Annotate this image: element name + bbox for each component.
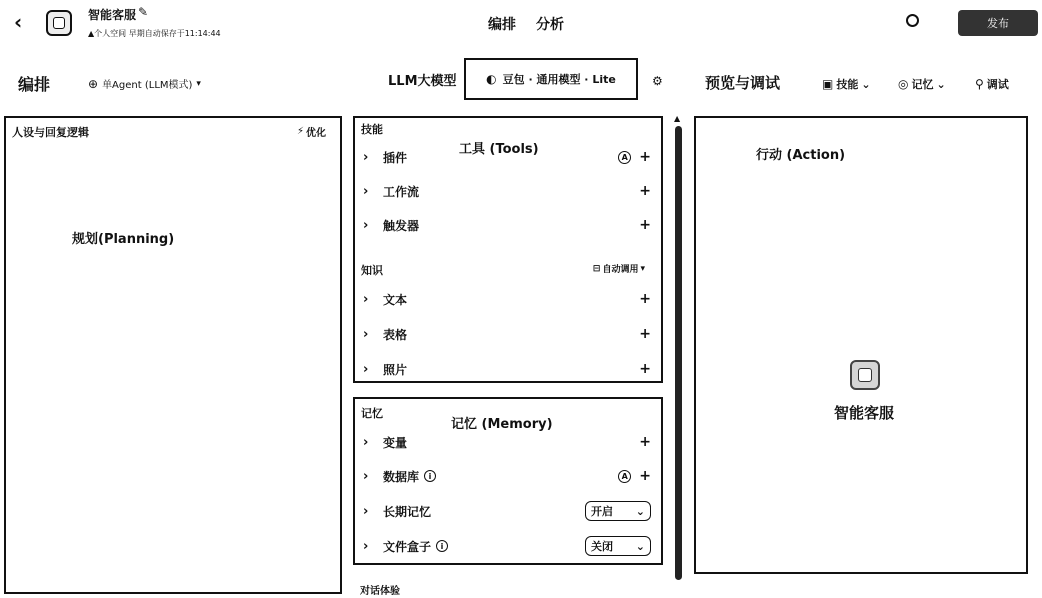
- scrollbar-thumb[interactable]: [675, 126, 682, 580]
- action-annotation: 行动 (Action): [756, 148, 846, 163]
- chevron-down-icon: ⌄: [936, 77, 946, 91]
- chevron-right-icon: ›: [363, 434, 369, 450]
- add-icon[interactable]: +: [639, 217, 651, 233]
- bot-name: 智能客服: [834, 404, 895, 422]
- knowledge-header: 知识: [361, 264, 383, 277]
- skills-icon: ▣: [822, 77, 834, 91]
- scroll-up-icon[interactable]: ▲: [674, 114, 681, 123]
- agent-mode-selector[interactable]: [88, 76, 201, 91]
- add-icon[interactable]: +: [639, 326, 651, 342]
- app-avatar: [46, 10, 72, 36]
- edit-icon[interactable]: ✎: [138, 5, 149, 19]
- chevron-down-icon: ⌄: [635, 539, 645, 553]
- lightning-icon: ⚡: [296, 126, 304, 137]
- agent-icon: ⊕: [88, 76, 99, 91]
- chevron-down-icon: ▾: [640, 263, 645, 274]
- chevron-right-icon: ›: [363, 538, 369, 554]
- chevron-right-icon: ›: [363, 183, 369, 199]
- tool-row-plugin[interactable]: [355, 146, 661, 168]
- app-title: 智能客服: [88, 8, 137, 22]
- skills-label: 技能: [836, 78, 859, 91]
- optimize-label: 优化: [306, 128, 326, 139]
- knowledge-mode-label: 自动调用: [602, 265, 639, 275]
- info-icon[interactable]: i: [436, 540, 448, 552]
- chevron-down-icon: ⌄: [635, 504, 645, 518]
- debug-icon: ⚲: [975, 77, 984, 91]
- add-icon[interactable]: +: [639, 149, 651, 165]
- memory-annotation: 记忆 (Memory): [451, 417, 553, 432]
- model-selector[interactable]: [464, 58, 638, 100]
- memory-label: 数据库: [383, 469, 420, 484]
- skills-header: 技能: [361, 123, 383, 136]
- memory-row-long-term[interactable]: [355, 500, 661, 522]
- chevron-down-icon: ▾: [196, 78, 201, 89]
- auto-icon[interactable]: A: [618, 151, 631, 164]
- back-icon[interactable]: ‹: [14, 10, 23, 34]
- select-value: 关闭: [591, 540, 613, 553]
- tool-row-trigger[interactable]: [355, 214, 661, 236]
- auto-icon[interactable]: A: [618, 470, 631, 483]
- tab-orchestrate[interactable]: 编排: [488, 17, 516, 33]
- tab-analyze[interactable]: 分析: [536, 17, 564, 33]
- debug-button[interactable]: [975, 76, 1009, 92]
- chevron-right-icon: ›: [363, 149, 369, 165]
- knowledge-label: 表格: [383, 327, 408, 342]
- optimize-button[interactable]: [297, 124, 326, 139]
- auto-call-icon: ⊟: [592, 263, 601, 274]
- model-settings-icon[interactable]: ⚙: [652, 74, 663, 88]
- chevron-right-icon: ›: [363, 503, 369, 519]
- knowledge-label: 文本: [383, 292, 408, 307]
- preview-panel: [694, 116, 1028, 574]
- add-icon[interactable]: +: [639, 434, 651, 450]
- publish-button[interactable]: 发布: [958, 10, 1038, 36]
- chevron-right-icon: ›: [363, 468, 369, 484]
- memory-label: 长期记忆: [383, 504, 432, 519]
- persona-title: 人设与回复逻辑: [12, 126, 89, 139]
- info-icon[interactable]: i: [424, 470, 436, 482]
- tool-row-workflow[interactable]: [355, 180, 661, 202]
- chevron-down-icon: ⌄: [861, 77, 871, 91]
- chevron-right-icon: ›: [363, 291, 369, 307]
- bot-avatar: [850, 360, 880, 390]
- tool-label: 工作流: [383, 184, 420, 199]
- memory-row-file-box[interactable]: [355, 535, 661, 557]
- knowledge-mode-selector[interactable]: [593, 262, 645, 275]
- knowledge-row-photo[interactable]: [355, 358, 661, 380]
- memory-label: 变量: [383, 435, 408, 450]
- chevron-right-icon: ›: [363, 326, 369, 342]
- add-icon[interactable]: +: [639, 468, 651, 484]
- chevron-right-icon: ›: [363, 217, 369, 233]
- memory-header: 记忆: [361, 407, 383, 420]
- chevron-right-icon: ›: [363, 361, 369, 377]
- memory-row-database[interactable]: [355, 465, 661, 487]
- section-title: 编排: [18, 75, 51, 94]
- memory-label: 文件盒子: [383, 539, 432, 554]
- long-term-memory-select[interactable]: [585, 501, 651, 521]
- agent-mode-label: 单Agent (LLM模式): [102, 80, 193, 91]
- knowledge-row-text[interactable]: [355, 288, 661, 310]
- add-icon[interactable]: +: [639, 291, 651, 307]
- tools-annotation: 工具 (Tools): [459, 142, 539, 157]
- preview-title: 预览与调试: [705, 74, 781, 92]
- persona-panel[interactable]: [4, 116, 342, 594]
- add-icon[interactable]: +: [639, 183, 651, 199]
- memory-panel: [353, 397, 663, 565]
- memory-icon: ◎: [898, 77, 909, 91]
- model-label: LLM大模型: [388, 74, 457, 89]
- memory-label: 记忆: [911, 78, 934, 91]
- debug-label: 调试: [986, 78, 1009, 91]
- knowledge-label: 照片: [383, 362, 408, 377]
- app-meta: ▲个人空间 早期自动保存于11:14:44: [88, 29, 221, 38]
- add-icon[interactable]: +: [639, 361, 651, 377]
- clock-icon[interactable]: [906, 14, 919, 27]
- tools-panel: [353, 116, 663, 383]
- memory-row-variables[interactable]: [355, 431, 661, 453]
- model-selector-label: 豆包 · 通用模型 · Lite: [502, 73, 616, 86]
- knowledge-row-table[interactable]: [355, 323, 661, 345]
- planning-annotation: 规划(Planning): [72, 232, 175, 247]
- tool-label: 插件: [383, 150, 408, 165]
- memory-menu[interactable]: [898, 76, 946, 92]
- select-value: 开启: [591, 505, 613, 518]
- tool-label: 触发器: [383, 218, 420, 233]
- file-box-select[interactable]: [585, 536, 651, 556]
- skills-menu[interactable]: [822, 76, 871, 92]
- model-icon: ◐: [486, 72, 497, 86]
- dialog-experience-header: 对话体验: [360, 586, 400, 597]
